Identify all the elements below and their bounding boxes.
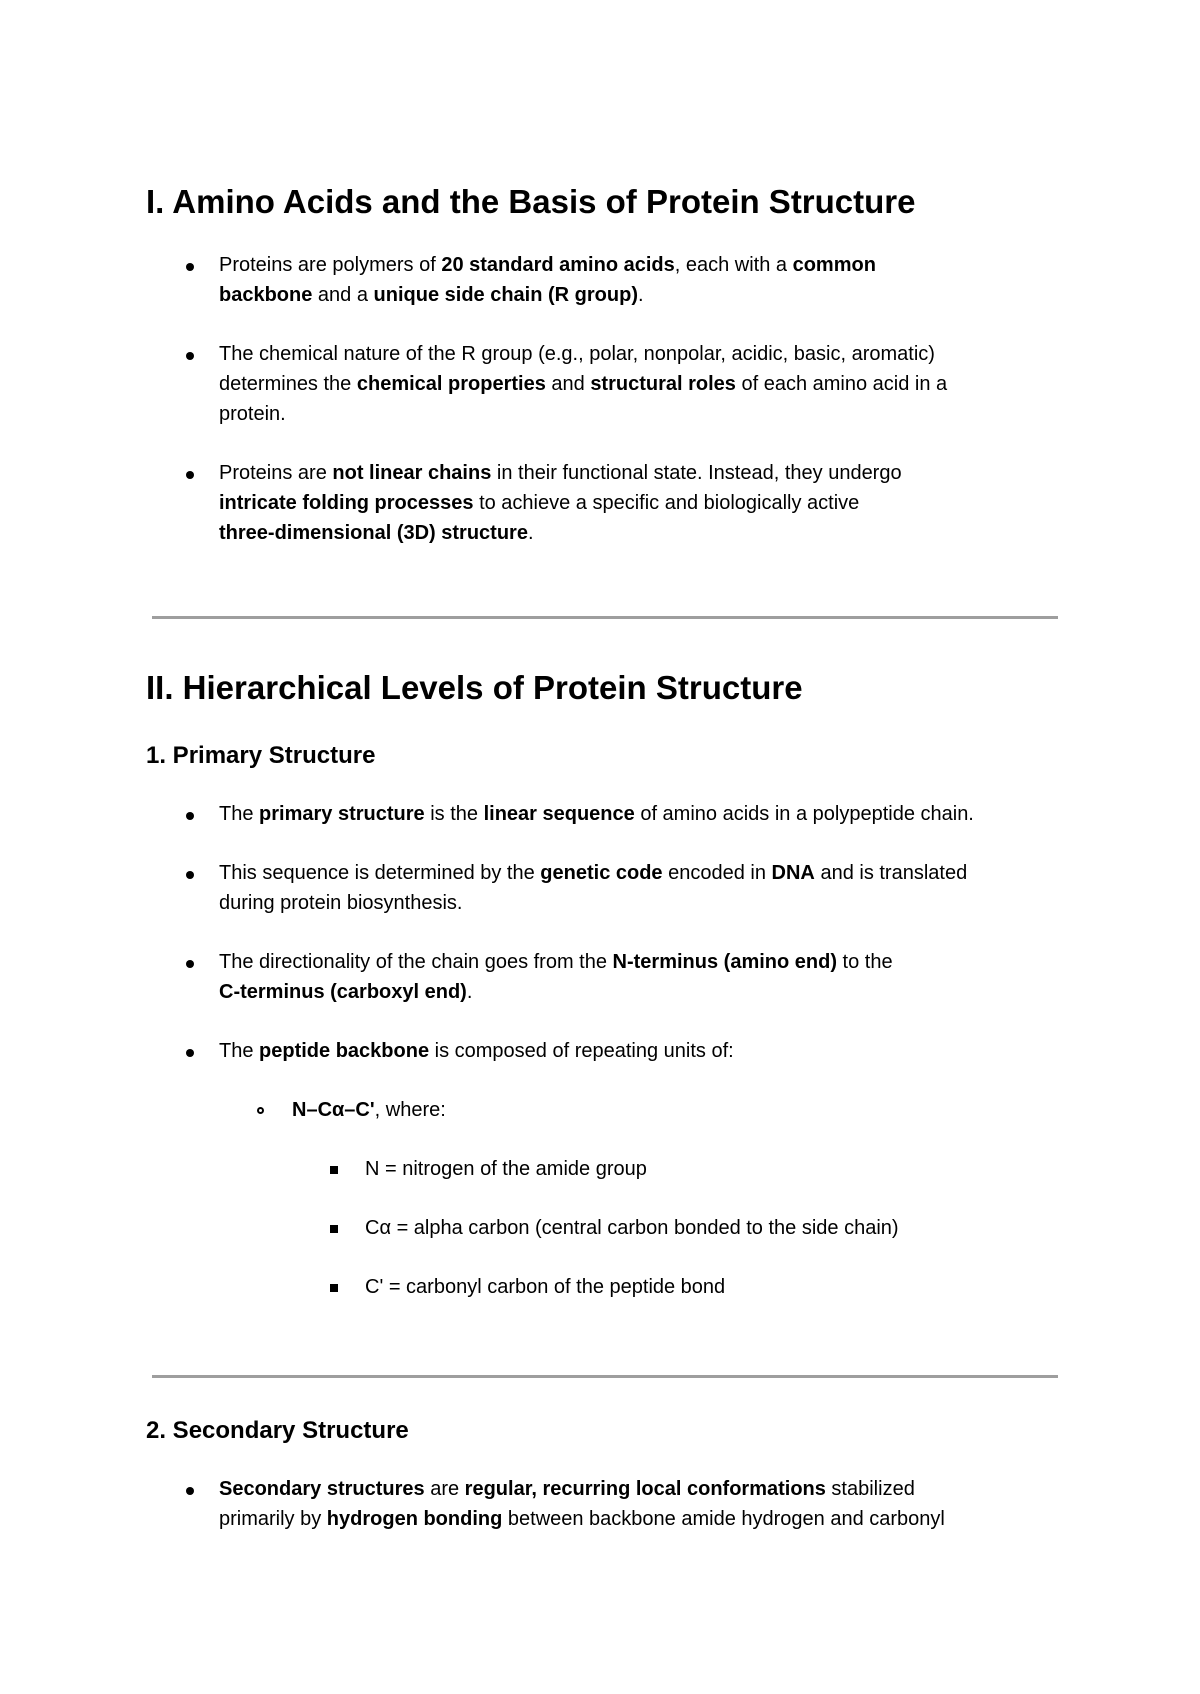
- sub-list-item-text: N = nitrogen of the amide group: [365, 1158, 647, 1180]
- text-line: [219, 369, 1069, 399]
- text-run: determines the: [219, 373, 357, 395]
- bold-text: common: [792, 254, 876, 276]
- text-line: [219, 399, 1069, 429]
- text-run: is the: [424, 803, 484, 825]
- bold-text: linear sequence: [483, 803, 635, 825]
- bold-text: genetic code: [540, 862, 663, 884]
- text-run: of amino acids in a polypeptide chain.: [634, 803, 974, 825]
- square-bullet-icon: [330, 1166, 338, 1174]
- list-item-text: [219, 858, 1069, 918]
- bold-text: C-terminus (carboxyl end): [219, 981, 467, 1003]
- text-run: protein.: [219, 403, 286, 425]
- sub-list-item-text: C' = carbonyl carbon of the peptide bond: [365, 1276, 726, 1298]
- text-line: [219, 250, 1069, 280]
- text-line: [219, 339, 1069, 369]
- square-bullet-icon: [330, 1284, 338, 1292]
- text-run: and is translated: [814, 862, 968, 884]
- text-run: are: [424, 1478, 465, 1500]
- list-item-text: [219, 947, 1069, 1007]
- text-line: [219, 1036, 1069, 1066]
- text-line: [219, 947, 1069, 977]
- bullet-icon: [186, 871, 194, 879]
- text-run: during protein biosynthesis.: [219, 892, 463, 914]
- text-line: [219, 858, 1069, 888]
- bold-text: N-terminus (amino end): [612, 951, 837, 973]
- text-run: The: [219, 803, 260, 825]
- list-item-text: [219, 799, 1069, 829]
- bullet-icon: [186, 471, 194, 479]
- text-line: [219, 280, 1069, 310]
- text-run: to achieve a specific and biologically active: [473, 492, 860, 514]
- square-bullet-icon: [330, 1225, 338, 1233]
- list-item-text: [219, 458, 1069, 548]
- text-run: is composed of repeating units of:: [429, 1040, 734, 1062]
- text-line: [219, 799, 1069, 829]
- bold-text: N–Cα–C': [292, 1099, 375, 1121]
- text-line: [219, 1474, 1069, 1504]
- text-run: and a: [312, 284, 374, 306]
- bold-text: 20 standard amino acids: [441, 254, 675, 276]
- text-run: Proteins are: [219, 462, 333, 484]
- bullet-icon: [186, 263, 194, 271]
- horizontal-divider: [152, 616, 1058, 619]
- bold-text: peptide backbone: [259, 1040, 430, 1062]
- bold-text: hydrogen bonding: [326, 1508, 503, 1530]
- text-run: in their functional state. Instead, they undergo: [491, 462, 902, 484]
- bold-text: Secondary structures: [219, 1478, 425, 1500]
- bold-text: structural roles: [590, 373, 736, 395]
- text-run: .: [466, 981, 473, 1003]
- list-item-text: [219, 339, 1069, 429]
- text-line: [219, 518, 1069, 548]
- text-run: Proteins are polymers of: [219, 254, 442, 276]
- bold-text: primary structure: [259, 803, 425, 825]
- text-run: .: [637, 284, 644, 306]
- bold-text: DNA: [771, 862, 815, 884]
- list-item-text: [219, 250, 1069, 310]
- text-line: [219, 977, 1069, 1007]
- text-run: .: [527, 522, 534, 544]
- bold-text: unique side chain (R group): [373, 284, 638, 306]
- text-line: [219, 1504, 1069, 1534]
- list-item-text: [219, 1036, 1069, 1066]
- nested-list-item-text: [292, 1095, 1142, 1125]
- bullet-icon: [186, 960, 194, 968]
- text-run: to the: [837, 951, 893, 973]
- text-line: [219, 458, 1069, 488]
- bold-text: regular, recurring local conformations: [464, 1478, 826, 1500]
- text-run: between backbone amide hydrogen and carbonyl: [502, 1508, 945, 1530]
- text-run: stabilized: [825, 1478, 915, 1500]
- bullet-icon: [186, 1049, 194, 1057]
- sub-list-item-text: Cα = alpha carbon (central carbon bonded to the side chain): [365, 1217, 899, 1239]
- hollow-bullet-icon: [257, 1107, 264, 1114]
- bold-text: not linear chains: [332, 462, 492, 484]
- text-run: of each amino acid in a: [735, 373, 948, 395]
- bullet-icon: [186, 812, 194, 820]
- text-run: The: [219, 1040, 260, 1062]
- list-item-text: [219, 1474, 1069, 1534]
- section-2-heading: II. Hierarchical Levels of Protein Structure: [146, 669, 803, 706]
- secondary-structure-heading: 2. Secondary Structure: [146, 1417, 409, 1444]
- primary-structure-heading: 1. Primary Structure: [146, 742, 376, 769]
- text-line: [219, 888, 1069, 918]
- text-run: The chemical nature of the R group (e.g., polar, nonpolar, acidic, basic, aromatic): [219, 343, 935, 365]
- horizontal-divider: [152, 1375, 1058, 1378]
- bold-text: chemical properties: [356, 373, 546, 395]
- text-line: [219, 488, 1069, 518]
- section-1-heading: I. Amino Acids and the Basis of Protein Structure: [146, 183, 916, 220]
- bold-text: intricate folding processes: [219, 492, 474, 514]
- bullet-icon: [186, 352, 194, 360]
- text-run: encoded in: [662, 862, 772, 884]
- bold-text: backbone: [219, 284, 313, 306]
- text-run: and: [545, 373, 591, 395]
- text-run: This sequence is determined by the: [219, 862, 541, 884]
- text-run: , where:: [374, 1099, 446, 1121]
- text-run: primarily by: [219, 1508, 327, 1530]
- text-run: The directionality of the chain goes from the: [219, 951, 613, 973]
- bold-text: three-dimensional (3D) structure: [219, 522, 528, 544]
- bullet-icon: [186, 1487, 194, 1495]
- text-run: , each with a: [674, 254, 793, 276]
